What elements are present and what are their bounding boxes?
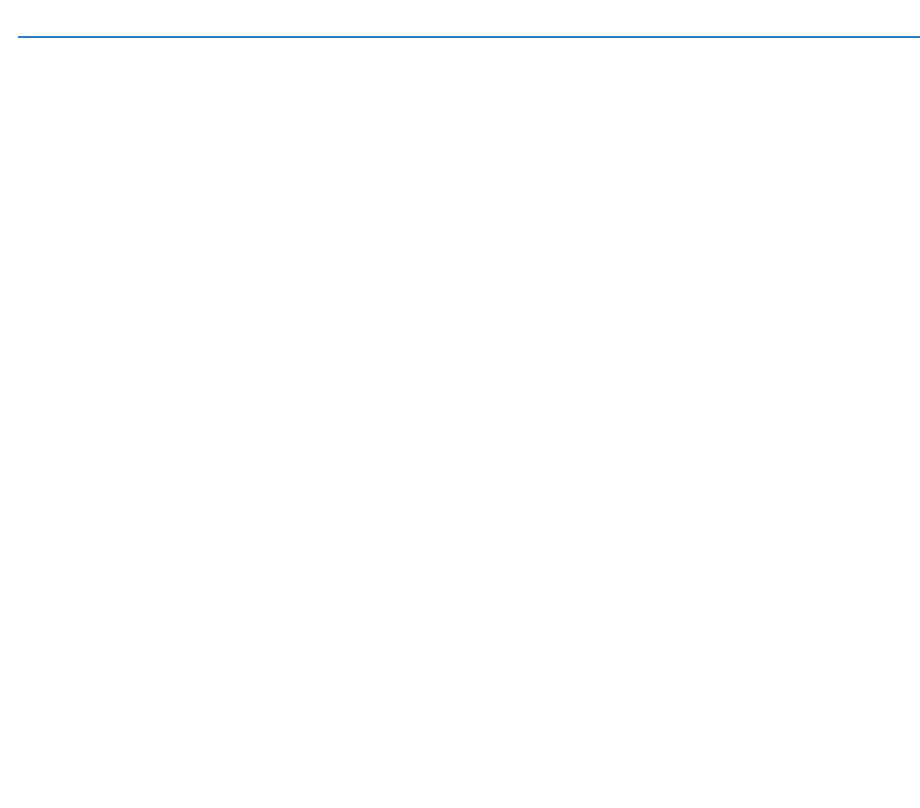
header-band [271,36,920,84]
header-corner [18,36,271,84]
